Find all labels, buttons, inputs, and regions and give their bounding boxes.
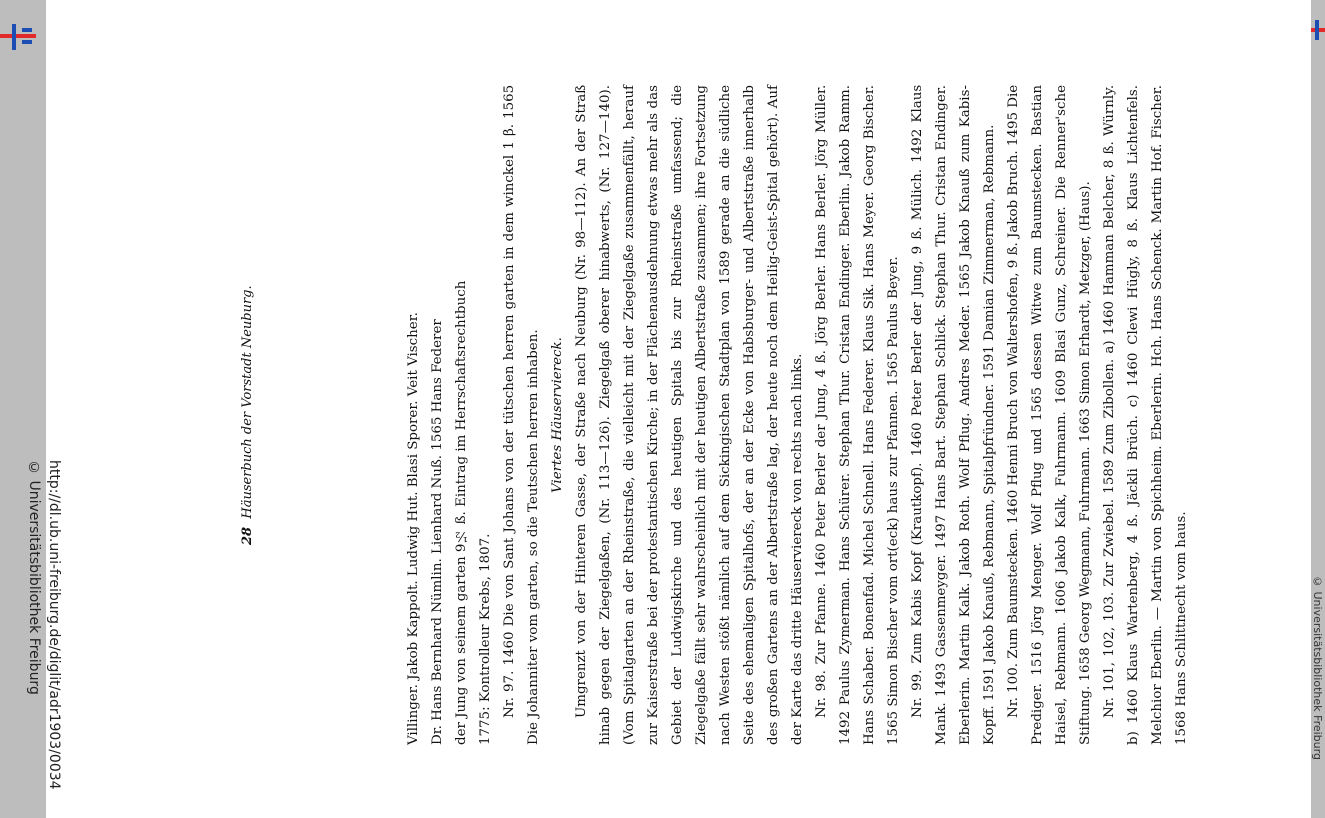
text-line: Villinger. Jakob Kappolt. Ludwig Hut. Blasi Sporer. Veit Vischer. (406, 312, 421, 745)
text-line: Dr. Hans Bernhard Nümlin. Lienhard Nuß. 1565 Hans Federer (430, 319, 445, 745)
copyright-watermark-text: © Universitätsbibliothek Freiburg (26, 460, 42, 695)
entry-nr101: Nr. 101, 102, 103. Zur Zwiebel. 1589 Zum Zibollen. a) 1460 Hamman Belcher, 8 ß. Würnly. b) 1460 Klaus Wartenberg, 4 ß. Jäckli Brüch. c) 1460 Clewi Hügly, 8 ß. Klaus Lichtenfels. Melchior Eberlin. — Martin von Spichheim. Eberlerin. Hch. Hans Schenck. Martin Hof. Fischer. 1568 Hans Schlittnecht vom haus. (1102, 85, 1189, 745)
text-line: der Jung von seinem garten 9½ ß. Eintrag im Herrschaftsrechtbuch (454, 280, 469, 745)
right-watermark-text: © Universitätsbibliothek Freiburg (1311, 575, 1324, 760)
section-intro: Umgrenzt von der Hinteren Gasse, der Straße nach Neuburg (Nr. 98—112). An der Straß hinab gegen der Ziegelgaßen, (Nr. 113—126). Ziegelgaß oberer hinabwerts, (Nr. 127—140). (Vom Spitalgarten an der Rheinstraße, die vielleicht mit der Ziegelgaße zusammenfällt, herauf zur Kaiserstraße bei der protestantischen Kirche; in der Flächenausdehnung etwas mehr als das Gebiet der Ludwigskirche und des heutigen Spitals bis zur Rheinstraße umfassend; die Ziegelgaße fällt sehr wahrscheinlich mit der heutigen Albertstraße zusammen; ihre Fortsetzung nach Westen stößt nämlich auf dem Sickingischen Stadtplan von 1589 gerade an die südliche Seite des ehemaligen Spitalhofs, der an der Ecke von Habsburger- und Albertstraße innerhalb des großen Gartens an der Albertstraße lag, der heute noch dem Heilig-Geist-Spital gehört). Auf der Karte das dritte Häuserviereck von rechts nach links. (574, 85, 805, 745)
entry-nr97: Nr. 97. 1460 Die von Sant Johans von der tütschen herren garten in dem winckel 1 β. 1565 Die Johanniter vom garten, so die Teutschen herren inhaben. (502, 85, 541, 745)
section-heading: Viertes Häuserviereck. (550, 337, 565, 493)
right-watermark-strip (1311, 575, 1325, 818)
entry-nr99: Nr. 99. Zum Kabis Kopf (Krautkopf). 1460 Peter Berler der Jung, 9 ß. Mülich. 1492 Klaus Mank. 1493 Gassenmeyger. 1497 Hans Bart. Stephan Schlick. Stephan Thur. Cristan Endinger. Eberlerin. Martin Kalk. Jakob Roth. Wolf Pflug. Andres Meder. 1565 Jakob Knauß zum Kabis-Kopff. 1591 Jakob Knauß, Rebmann, Spitalpfründner. 1591 Damian Zimmerman, Rebmann. (910, 85, 997, 745)
running-head-title: Häuserbuch der Vorstadt Neuburg. (240, 285, 255, 519)
entry-nr100: Nr. 100. Zum Baumstecken. 1460 Henni Bruch von Waltershofen, 9 ß. Jakob Bruch. 1495 Die Prediger. 1516 Jörg Menger. Wolf Pflug und 1565 dessen Witwe zum Baumstecken. Bastian Haisel, Rebmann. 1606 Jakob Kalk, Fuhrmann. 1609 Blasi Gunz, Schreiner. Die Renner'sche Stiftung. 1658 Georg Wegmann, Fuhrmann. 1663 Simon Erhardt, Metzger, (Haus). (1006, 85, 1093, 745)
watermark-strip (22, 460, 62, 818)
text-line: 1775: Kontrolleur Krebs, 1807. (478, 533, 493, 745)
url-watermark-text: http://dl.ub.uni-freiburg.de/diglit/adr1903/0034 (46, 460, 62, 790)
page-number: 28 (240, 526, 255, 545)
library-logo-icon-right (1311, 20, 1325, 40)
entry-nr98: Nr. 98. Zur Pfanne. 1460 Peter Berler der Jung, 4 ß. Jörg Berler. Hans Berler. Jörg Müller. 1492 Paulus Zymerman. Hans Schürer. Stephan Thur. Cristan Endinger. Eberlin. Jakob Ramm. Hans Schaber. Bonenfad. Michel Schnell. Hans Federer. Klaus Sik. Hans Meyer. Georg Bischer. 1565 Simon Bischer vom ort(eck) haus zur Pfannen. 1565 Paulus Beyer. (814, 85, 901, 745)
running-head (108, 85, 388, 745)
page-text (108, 85, 1228, 745)
scanned-page (108, 85, 1228, 745)
library-logo-icon (0, 22, 40, 52)
url-watermark (24, 460, 64, 790)
